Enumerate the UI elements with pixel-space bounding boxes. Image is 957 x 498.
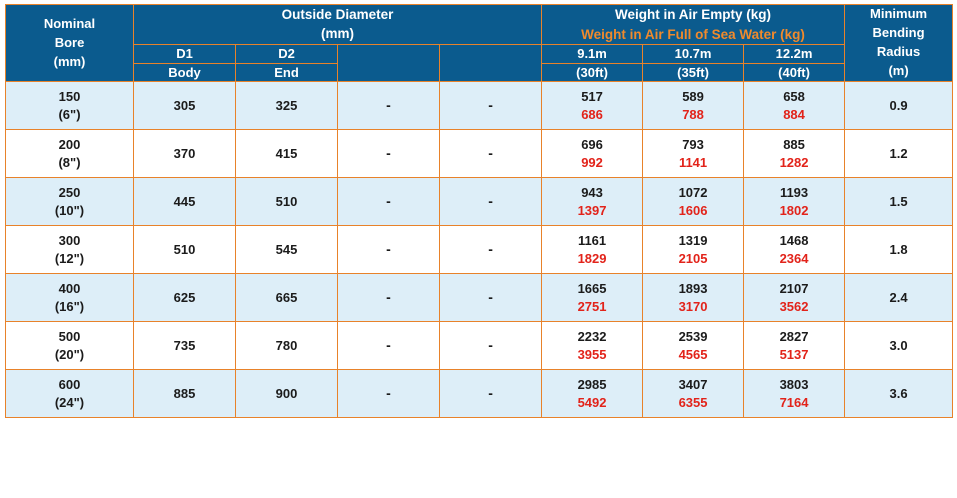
weight-sea: 1282	[779, 154, 809, 170]
weight-air: 2827	[779, 329, 809, 345]
table-row	[6, 226, 953, 274]
bore-inch: (10")	[54, 202, 85, 218]
bore-inch: (24")	[54, 394, 85, 410]
header-d2-code: D2	[236, 45, 338, 64]
bore-inch: (12")	[54, 250, 85, 266]
cell-nominal-bore	[6, 178, 134, 226]
weight-sea: 3170	[678, 298, 708, 314]
cell-weight-10-7m	[643, 130, 744, 178]
weight-sea: 1606	[678, 202, 708, 218]
cell-min-bending-radius: 0.9	[845, 82, 953, 130]
header-blank-2	[440, 45, 542, 82]
cell-col3: -	[338, 130, 440, 178]
bore-inch: (6")	[58, 106, 81, 122]
weight-sea: 4565	[678, 346, 708, 362]
cell-d1: 625	[134, 274, 236, 322]
cell-weight-12-2m	[744, 370, 845, 418]
weight-sea: 2105	[678, 250, 708, 266]
header-nominal-bore-line3: (mm)	[53, 53, 86, 69]
weight-air: 943	[581, 185, 603, 201]
cell-col3: -	[338, 82, 440, 130]
header-weight-air-empty: Weight in Air Empty (kg)	[615, 7, 772, 22]
header-nominal-bore	[6, 5, 134, 82]
weight-air: 885	[783, 137, 805, 153]
cell-col4: -	[440, 178, 542, 226]
table-row	[6, 322, 953, 370]
weight-sea: 1802	[779, 202, 809, 218]
weight-air: 1072	[678, 185, 708, 201]
weight-air: 589	[682, 89, 704, 105]
cell-weight-10-7m	[643, 178, 744, 226]
weight-sea: 5492	[577, 394, 607, 410]
table-row	[6, 130, 953, 178]
cell-nominal-bore	[6, 82, 134, 130]
weight-air: 3407	[678, 377, 708, 393]
bore-mm: 200	[58, 136, 81, 152]
bore-inch: (8")	[58, 154, 81, 170]
table-row	[6, 274, 953, 322]
cell-col3: -	[338, 178, 440, 226]
cell-min-bending-radius: 2.4	[845, 274, 953, 322]
cell-col3: -	[338, 322, 440, 370]
cell-min-bending-radius: 1.5	[845, 178, 953, 226]
weight-sea: 2364	[779, 250, 809, 266]
table-header-row-2	[6, 45, 953, 64]
header-mbr-line2: Bending	[872, 25, 925, 41]
cell-min-bending-radius: 3.0	[845, 322, 953, 370]
weight-air: 2985	[577, 377, 607, 393]
header-outside-diameter-line2: (mm)	[321, 25, 355, 41]
weight-air: 2232	[577, 329, 607, 345]
cell-nominal-bore	[6, 322, 134, 370]
cell-col4: -	[440, 370, 542, 418]
cell-weight-12-2m	[744, 130, 845, 178]
weight-sea: 686	[581, 106, 603, 122]
table-body	[6, 82, 953, 418]
table-row	[6, 370, 953, 418]
weight-sea: 3562	[779, 298, 809, 314]
weight-air: 517	[581, 89, 603, 105]
cell-nominal-bore	[6, 130, 134, 178]
weight-air: 696	[581, 137, 603, 153]
bore-mm: 150	[58, 88, 81, 104]
cell-d1: 735	[134, 322, 236, 370]
cell-weight-9-1m	[542, 274, 643, 322]
cell-weight-10-7m	[643, 226, 744, 274]
cell-weight-12-2m	[744, 274, 845, 322]
table-row	[6, 82, 953, 130]
cell-min-bending-radius: 1.8	[845, 226, 953, 274]
cell-col4: -	[440, 226, 542, 274]
weight-air: 2539	[678, 329, 708, 345]
cell-col4: -	[440, 322, 542, 370]
cell-nominal-bore	[6, 370, 134, 418]
cell-d1: 370	[134, 130, 236, 178]
cell-d2: 510	[236, 178, 338, 226]
weight-sea: 3955	[577, 346, 607, 362]
weight-air: 1893	[678, 281, 708, 297]
weight-air: 658	[783, 89, 805, 105]
cell-min-bending-radius: 1.2	[845, 130, 953, 178]
header-d1-label: Body	[134, 63, 236, 82]
cell-d2: 325	[236, 82, 338, 130]
specification-table	[5, 4, 953, 418]
header-length-1-imperial: (30ft)	[542, 63, 643, 82]
weight-sea: 788	[682, 106, 704, 122]
table-header-row-1	[6, 5, 953, 45]
weight-air: 1468	[779, 233, 809, 249]
cell-d1: 305	[134, 82, 236, 130]
cell-d2: 545	[236, 226, 338, 274]
cell-weight-12-2m	[744, 322, 845, 370]
header-mbr-line4: (m)	[888, 62, 909, 78]
cell-weight-9-1m	[542, 82, 643, 130]
cell-nominal-bore	[6, 226, 134, 274]
weight-air: 2107	[779, 281, 809, 297]
weight-sea: 1397	[577, 202, 607, 218]
cell-weight-10-7m	[643, 370, 744, 418]
table-row	[6, 178, 953, 226]
header-length-1-metric: 9.1m	[542, 45, 643, 64]
cell-d1: 510	[134, 226, 236, 274]
header-weight-sea-water: Weight in Air Full of Sea Water (kg)	[581, 26, 805, 42]
header-nominal-bore-line1: Nominal	[43, 15, 96, 31]
bore-mm: 400	[58, 280, 81, 296]
cell-col4: -	[440, 130, 542, 178]
bore-inch: (16")	[54, 298, 85, 314]
cell-weight-10-7m	[643, 274, 744, 322]
header-d2-label: End	[236, 63, 338, 82]
cell-weight-9-1m	[542, 178, 643, 226]
bore-mm: 300	[58, 232, 81, 248]
cell-weight-9-1m	[542, 130, 643, 178]
cell-weight-12-2m	[744, 226, 845, 274]
bore-mm: 500	[58, 328, 81, 344]
cell-weight-10-7m	[643, 322, 744, 370]
weight-sea: 5137	[779, 346, 809, 362]
cell-weight-10-7m	[643, 82, 744, 130]
cell-d2: 415	[236, 130, 338, 178]
header-length-3-imperial: (40ft)	[744, 63, 845, 82]
weight-air: 1319	[678, 233, 708, 249]
header-length-3-metric: 12.2m	[744, 45, 845, 64]
weight-sea: 7164	[779, 394, 809, 410]
cell-d1: 885	[134, 370, 236, 418]
cell-d2: 665	[236, 274, 338, 322]
cell-min-bending-radius: 3.6	[845, 370, 953, 418]
bore-inch: (20")	[54, 346, 85, 362]
cell-d2: 900	[236, 370, 338, 418]
weight-sea: 1141	[678, 154, 708, 170]
header-outside-diameter	[134, 5, 542, 45]
cell-col4: -	[440, 274, 542, 322]
header-outside-diameter-line1: Outside Diameter	[281, 7, 394, 23]
header-length-2-imperial: (35ft)	[643, 63, 744, 82]
cell-weight-9-1m	[542, 226, 643, 274]
cell-d2: 780	[236, 322, 338, 370]
cell-d1: 445	[134, 178, 236, 226]
header-nominal-bore-line2: Bore	[54, 34, 85, 50]
weight-sea: 6355	[678, 394, 708, 410]
weight-sea: 2751	[577, 298, 607, 314]
cell-col3: -	[338, 370, 440, 418]
bore-mm: 250	[58, 184, 81, 200]
header-d1-code: D1	[134, 45, 236, 64]
cell-col3: -	[338, 226, 440, 274]
header-min-bending-radius	[845, 5, 953, 82]
weight-air: 793	[682, 137, 704, 153]
header-weight	[542, 5, 845, 45]
cell-nominal-bore	[6, 274, 134, 322]
header-blank-1	[338, 45, 440, 82]
weight-air: 3803	[779, 377, 809, 393]
bore-mm: 600	[58, 376, 81, 392]
weight-air: 1665	[577, 281, 607, 297]
weight-air: 1193	[779, 185, 809, 201]
cell-weight-12-2m	[744, 178, 845, 226]
cell-weight-9-1m	[542, 370, 643, 418]
cell-weight-12-2m	[744, 82, 845, 130]
weight-sea: 992	[581, 154, 603, 170]
cell-col3: -	[338, 274, 440, 322]
header-length-2-metric: 10.7m	[643, 45, 744, 64]
weight-air: 1161	[577, 233, 607, 249]
cell-weight-9-1m	[542, 322, 643, 370]
cell-col4: -	[440, 82, 542, 130]
header-mbr-line1: Minimum	[870, 6, 928, 22]
weight-sea: 884	[783, 106, 805, 122]
weight-sea: 1829	[577, 250, 607, 266]
header-mbr-line3: Radius	[876, 44, 921, 60]
